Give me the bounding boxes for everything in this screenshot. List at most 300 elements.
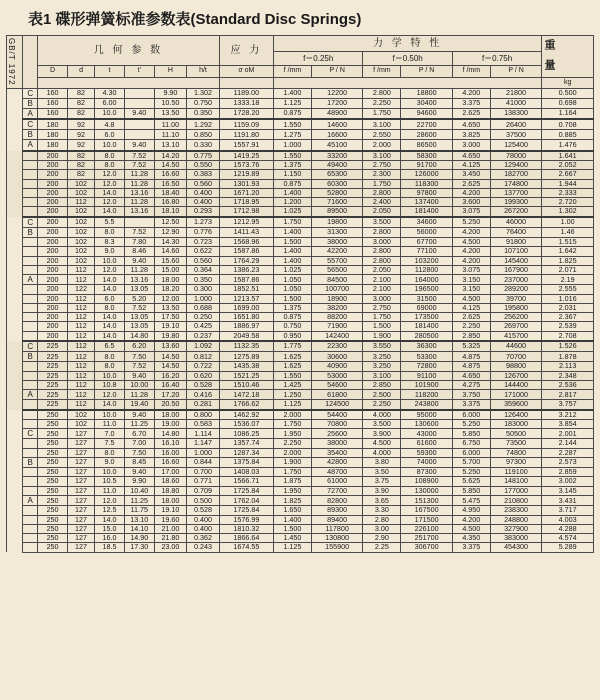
cell-H: 9.90: [154, 88, 187, 98]
cell-d: 112: [67, 371, 94, 380]
row-standard-spacer: [7, 247, 23, 256]
cell-f2: 2.100: [363, 285, 401, 294]
cell-P1: 38000: [311, 238, 363, 247]
cell-t2: 9.40: [124, 256, 154, 265]
cell-t2: 9.90: [124, 477, 154, 486]
cell-P2: 181400: [401, 207, 453, 217]
row-standard-spacer: [7, 390, 23, 400]
cell-d: 82: [67, 170, 94, 179]
cell-kg: 3.757: [542, 400, 594, 410]
cell-ht: 0.364: [187, 265, 220, 274]
cell-sig: 1132.35: [219, 341, 273, 352]
cell-t: 10.0: [95, 256, 125, 265]
cell-sig: 2049.58: [219, 331, 273, 341]
row-standard-spacer: [7, 322, 23, 331]
cell-P2: 34600: [401, 217, 453, 228]
cell-sig: 1764.29: [219, 256, 273, 265]
row-standard-spacer: [7, 362, 23, 371]
cell-f3: 4.500: [452, 524, 490, 533]
cell-d: 102: [67, 217, 94, 228]
row-standard-spacer: [7, 217, 23, 228]
cell-ht: 0.350: [187, 275, 220, 285]
row-standard-spacer: [7, 130, 23, 140]
cell-ht: 0.281: [187, 400, 220, 410]
cell-H: 18.10: [154, 207, 187, 217]
cell-f1: 2.250: [273, 439, 311, 448]
cell-d: 112: [67, 352, 94, 362]
cell-sig: 1411.43: [219, 227, 273, 237]
cell-f1: 1.375: [273, 160, 311, 169]
row-standard-spacer: [7, 88, 23, 98]
cell-P3: 74800: [490, 448, 542, 457]
cell-kg: 2.001: [542, 429, 594, 439]
row-group-label: [23, 410, 38, 420]
cell-D: 225: [38, 341, 68, 352]
cell-H: 19.10: [154, 506, 187, 515]
table-row: [7, 486, 594, 495]
cell-t2: 13.16: [124, 188, 154, 197]
cell-f1: 1.400: [273, 247, 311, 256]
cell-kg: 2.031: [542, 303, 594, 312]
cell-sig: 1566.71: [219, 477, 273, 486]
cell-P1: 25600: [311, 429, 363, 439]
cell-kg: 1.878: [542, 352, 594, 362]
cell-D: 200: [38, 303, 68, 312]
cell-P1: 89300: [311, 506, 363, 515]
cell-H: 16.10: [154, 439, 187, 448]
cell-ht: 0.400: [187, 524, 220, 533]
cell-P1: 155900: [311, 543, 363, 552]
cell-P1: 89400: [311, 515, 363, 524]
cell-P2: 243800: [401, 400, 453, 410]
row-standard-spacer: [7, 207, 23, 217]
cell-f1: 1.200: [273, 198, 311, 207]
cell-ht: 0.500: [187, 496, 220, 506]
cell-t: 12.0: [95, 170, 125, 179]
table-row: [7, 458, 594, 468]
cell-P1: 17200: [311, 98, 363, 108]
cell-H: 17.00: [154, 468, 187, 477]
cell-ht: 1.147: [187, 439, 220, 448]
cell-d: 112: [67, 331, 94, 341]
cell-sig: 1587.86: [219, 247, 273, 256]
cell-f2: 3.000: [363, 294, 401, 303]
cell-H: 23.00: [154, 543, 187, 552]
cell-f1: 1.550: [273, 119, 311, 130]
cell-f2: 2.750: [363, 303, 401, 312]
cell-t2: 13.05: [124, 285, 154, 294]
cell-f2: 3.500: [363, 217, 401, 228]
cell-kg: 2.536: [542, 380, 594, 389]
cell-P2: 130000: [401, 486, 453, 495]
cell-sig: 1357.74: [219, 439, 273, 448]
cell-t: 7.5: [95, 439, 125, 448]
cell-P2: 91100: [401, 371, 453, 380]
row-standard-spacer: [7, 285, 23, 294]
cell-f2: 1.900: [363, 331, 401, 341]
cell-f3: 5.850: [452, 486, 490, 495]
cell-D: 200: [38, 188, 68, 197]
cell-f1: 1.750: [273, 217, 311, 228]
cell-P2: 167500: [401, 506, 453, 515]
cell-sig: 1287.34: [219, 448, 273, 457]
cell-f3: 2.625: [452, 179, 490, 188]
row-group-label: B: [23, 227, 38, 237]
cell-t2: 11.25: [124, 496, 154, 506]
row-standard-spacer: [7, 506, 23, 515]
cell-d: 112: [67, 313, 94, 322]
cell-d: 112: [67, 380, 94, 389]
cell-f2: 3.500: [363, 419, 401, 428]
table-row: [7, 506, 594, 515]
cell-f1: 0.875: [273, 179, 311, 188]
row-standard-spacer: [7, 371, 23, 380]
cell-sig: 1419.25: [219, 151, 273, 161]
cell-t2: 10.00: [124, 380, 154, 389]
cell-ht: 0.800: [187, 410, 220, 420]
cell-P2: 61600: [401, 439, 453, 448]
cell-P2: 28600: [401, 130, 453, 140]
cell-t2: 5.20: [124, 294, 154, 303]
cell-kg: 2.817: [542, 390, 594, 400]
cell-f1: 1.750: [273, 468, 311, 477]
cell-H: 10.50: [154, 98, 187, 108]
col-D: D: [38, 65, 68, 77]
cell-t2: 11.28: [124, 390, 154, 400]
cell-kg: 2.144: [542, 439, 594, 448]
row-standard-spacer: [7, 238, 23, 247]
cell-t: 6.0: [95, 130, 125, 140]
cell-f1: 0.875: [273, 108, 311, 119]
cell-sig: 1435.38: [219, 362, 273, 371]
cell-kg: 1.526: [542, 341, 594, 352]
cell-ht: 0.622: [187, 247, 220, 256]
header-load-075: f＝0.75h: [452, 52, 541, 65]
cell-kg: 0.885: [542, 130, 594, 140]
cell-ht: 0.709: [187, 486, 220, 495]
cell-P1: 88200: [311, 313, 363, 322]
cell-P2: 306700: [401, 543, 453, 552]
cell-f3: 6.750: [452, 439, 490, 448]
cell-d: 112: [67, 362, 94, 371]
cell-f2: 2.80: [363, 515, 401, 524]
row-standard-spacer: [7, 429, 23, 439]
row-group-label: A: [23, 275, 38, 285]
cell-P1: 124500: [311, 400, 363, 410]
row-standard-spacer: [7, 119, 23, 130]
cell-P3: 126400: [490, 410, 542, 420]
cell-H: 16.60: [154, 170, 187, 179]
cell-t: 14.0: [95, 275, 125, 285]
cell-d: 112: [67, 322, 94, 331]
cell-kg: 0.500: [542, 88, 594, 98]
cell-f2: 3.65: [363, 496, 401, 506]
cell-t2: 7.52: [124, 362, 154, 371]
cell-kg: 2.555: [542, 285, 594, 294]
cell-f2: 2.800: [363, 88, 401, 98]
cell-d: 92: [67, 130, 94, 140]
cell-f3: 4.200: [452, 188, 490, 197]
cell-P3: 137700: [490, 188, 542, 197]
cell-f3: 4.875: [452, 362, 490, 371]
cell-P2: 95000: [401, 410, 453, 420]
cell-f3: 4.125: [452, 303, 490, 312]
table-row: [7, 285, 594, 294]
table-row: [7, 179, 594, 188]
cell-D: 250: [38, 419, 68, 428]
cell-f1: 1.425: [273, 380, 311, 389]
col-P1: P / N: [311, 65, 363, 77]
cell-H: 11.00: [154, 119, 187, 130]
cell-ht: 1.273: [187, 217, 220, 228]
cell-P2: 251700: [401, 534, 453, 543]
cell-P1: 38000: [311, 439, 363, 448]
cell-t: 6.5: [95, 341, 125, 352]
cell-P1: 60300: [311, 179, 363, 188]
table-row: [7, 429, 594, 439]
row-group-label: [23, 188, 38, 197]
row-group-label: [23, 371, 38, 380]
cell-P1: 100700: [311, 285, 363, 294]
standard-label: GB/T 1972: [7, 38, 17, 86]
cell-f1: 1.375: [273, 303, 311, 312]
cell-sig: 1191.80: [219, 130, 273, 140]
table-row: [7, 341, 594, 352]
cell-t: 12.5: [95, 506, 125, 515]
cell-D: 200: [38, 160, 68, 169]
cell-P2: 108900: [401, 477, 453, 486]
cell-H: 16.50: [154, 179, 187, 188]
table-row: [7, 265, 594, 274]
cell-kg: 0.708: [542, 119, 594, 130]
cell-P3: 37500: [490, 130, 542, 140]
cell-f2: 2.800: [363, 188, 401, 197]
cell-P1: 130800: [311, 534, 363, 543]
cell-kg: 1.46: [542, 227, 594, 237]
page-title: 表1 碟形弹簧标准参数表(Standard Disc Springs): [28, 11, 362, 28]
cell-P1: 42800: [311, 458, 363, 468]
cell-f3: 3.150: [452, 275, 490, 285]
cell-H: 19.10: [154, 322, 187, 331]
row-standard-spacer: [7, 477, 23, 486]
cell-D: 200: [38, 331, 68, 341]
cell-H: 18.00: [154, 410, 187, 420]
row-standard-spacer: [7, 439, 23, 448]
cell-t: 8.0: [95, 227, 125, 237]
cell-P1: 56500: [311, 265, 363, 274]
cell-t2: 9.40: [124, 108, 154, 119]
cell-f1: 1.550: [273, 151, 311, 161]
cell-P3: 182700: [490, 170, 542, 179]
row-group-label: A: [23, 496, 38, 506]
cell-f1: 1.950: [273, 486, 311, 495]
cell-P2: 30400: [401, 98, 453, 108]
cell-t2: 14.90: [124, 534, 154, 543]
header-load-025: f＝0.25h: [273, 52, 362, 65]
cell-P2: 164000: [401, 275, 453, 285]
cell-D: 200: [38, 322, 68, 331]
cell-f3: 2.250: [452, 322, 490, 331]
cell-P1: 14600: [311, 119, 363, 130]
cell-f2: 3.250: [363, 352, 401, 362]
cell-d: 102: [67, 419, 94, 428]
row-standard-spacer: [7, 108, 23, 119]
row-standard-spacer: [7, 170, 23, 179]
cell-f1: 1.050: [273, 285, 311, 294]
cell-f1: 0.950: [273, 331, 311, 341]
row-group-label: [23, 477, 38, 486]
header-row-1: [7, 36, 594, 52]
cell-t: 14.0: [95, 331, 125, 341]
cell-D: 225: [38, 352, 68, 362]
col-sigma: σ oM: [219, 65, 273, 77]
cell-P3: 167900: [490, 265, 542, 274]
cell-f3: 4.350: [452, 534, 490, 543]
cell-ht: 1.302: [187, 88, 220, 98]
col-t-prime: t': [124, 65, 154, 77]
cell-D: 250: [38, 486, 68, 495]
row-group-label: [23, 294, 38, 303]
cell-f2: 1.750: [363, 179, 401, 188]
cell-P1: 89500: [311, 207, 363, 217]
cell-f2: 2.000: [363, 140, 401, 151]
cell-f3: 2.625: [452, 108, 490, 119]
cell-sig: 1762.04: [219, 496, 273, 506]
cell-D: 200: [38, 238, 68, 247]
cell-kg: 4.288: [542, 524, 594, 533]
row-standard-spacer: [7, 543, 23, 552]
cell-kg: 4.003: [542, 515, 594, 524]
table-body: [7, 88, 594, 552]
cell-f2: 3.250: [363, 362, 401, 371]
cell-t: 9.0: [95, 247, 125, 256]
cell-P3: 148100: [490, 477, 542, 486]
cell-ht: 1.292: [187, 119, 220, 130]
cell-D: 180: [38, 140, 68, 151]
cell-ht: 0.550: [187, 160, 220, 169]
disc-spring-table: [6, 35, 594, 553]
cell-P2: 118200: [401, 390, 453, 400]
cell-t: 4.30: [95, 88, 125, 98]
cell-t2: [124, 98, 154, 108]
cell-H: 18.40: [154, 188, 187, 197]
cell-P2: 53300: [401, 352, 453, 362]
cell-D: 250: [38, 410, 68, 420]
cell-P3: 107100: [490, 247, 542, 256]
cell-d: 92: [67, 119, 94, 130]
cell-P1: 117800: [311, 524, 363, 533]
cell-t2: 13.05: [124, 313, 154, 322]
cell-P2: 31500: [401, 294, 453, 303]
cell-H: 21.80: [154, 534, 187, 543]
cell-P1: 142400: [311, 331, 363, 341]
row-standard-spacer: [7, 524, 23, 533]
cell-P3: 76400: [490, 227, 542, 237]
cell-f2: 2.050: [363, 207, 401, 217]
cell-sig: 1651.80: [219, 313, 273, 322]
cell-kg: 3.854: [542, 419, 594, 428]
cell-ht: 0.560: [187, 256, 220, 265]
cell-P2: 137400: [401, 198, 453, 207]
table-head: [7, 36, 594, 89]
cell-H: 18.20: [154, 285, 187, 294]
cell-ht: 0.620: [187, 371, 220, 380]
cell-t2: [124, 130, 154, 140]
cell-H: 18.60: [154, 477, 187, 486]
cell-H: 14.60: [154, 247, 187, 256]
cell-ht: 0.776: [187, 227, 220, 237]
cell-ht: 0.383: [187, 170, 220, 179]
cell-H: 17.50: [154, 313, 187, 322]
cell-kg: 2.19: [542, 275, 594, 285]
row-group-label: [23, 285, 38, 294]
cell-t2: 11.28: [124, 170, 154, 179]
cell-f2: 2.25: [363, 543, 401, 552]
cell-ht: 0.400: [187, 188, 220, 197]
row-standard-spacer: [7, 294, 23, 303]
cell-f3: 4.200: [452, 247, 490, 256]
row-group-label: B: [23, 130, 38, 140]
cell-sig: 1728.20: [219, 108, 273, 119]
col-d: d: [67, 65, 94, 77]
cell-f1: 1.400: [273, 515, 311, 524]
cell-ht: 0.771: [187, 477, 220, 486]
row-standard-spacer: [7, 140, 23, 151]
cell-ht: 0.560: [187, 179, 220, 188]
cell-H: 14.80: [154, 429, 187, 439]
cell-f1: 1.900: [273, 458, 311, 468]
cell-f1: 2.000: [273, 448, 311, 457]
row-group-label: [23, 543, 38, 552]
cell-t: 8.0: [95, 362, 125, 371]
cell-f1: 1.250: [273, 390, 311, 400]
cell-P1: 18900: [311, 294, 363, 303]
row-standard-spacer: [7, 400, 23, 410]
cell-d: 127: [67, 506, 94, 515]
cell-t2: [124, 119, 154, 130]
cell-f3: 3.375: [452, 98, 490, 108]
cell-sig: 1213.57: [219, 294, 273, 303]
cell-D: 200: [38, 227, 68, 237]
cell-d: 82: [67, 88, 94, 98]
row-group-label: A: [23, 390, 38, 400]
row-standard-spacer: [7, 534, 23, 543]
table-row: [7, 170, 594, 179]
cell-P1: 61800: [311, 390, 363, 400]
cell-f2: 1.750: [363, 313, 401, 322]
cell-t2: 13.16: [124, 275, 154, 285]
cell-P2: 173500: [401, 313, 453, 322]
cell-f2: 2.100: [363, 275, 401, 285]
cell-P1: 70800: [311, 419, 363, 428]
cell-t2: 8.45: [124, 458, 154, 468]
cell-sig: 1275.89: [219, 352, 273, 362]
cell-d: 127: [67, 486, 94, 495]
row-group-label: [23, 380, 38, 389]
col-H: H: [154, 65, 187, 77]
cell-P3: 144400: [490, 380, 542, 389]
cell-f1: 1.625: [273, 352, 311, 362]
cell-d: 112: [67, 390, 94, 400]
row-group-label: [23, 448, 38, 457]
cell-d: 112: [67, 275, 94, 285]
cell-t2: 11.25: [124, 419, 154, 428]
cell-sig: 1557.91: [219, 140, 273, 151]
cell-P1: 48700: [311, 468, 363, 477]
cell-sig: 1375.84: [219, 458, 273, 468]
cell-t: 10.5: [95, 477, 125, 486]
cell-sig: 1725.84: [219, 486, 273, 495]
